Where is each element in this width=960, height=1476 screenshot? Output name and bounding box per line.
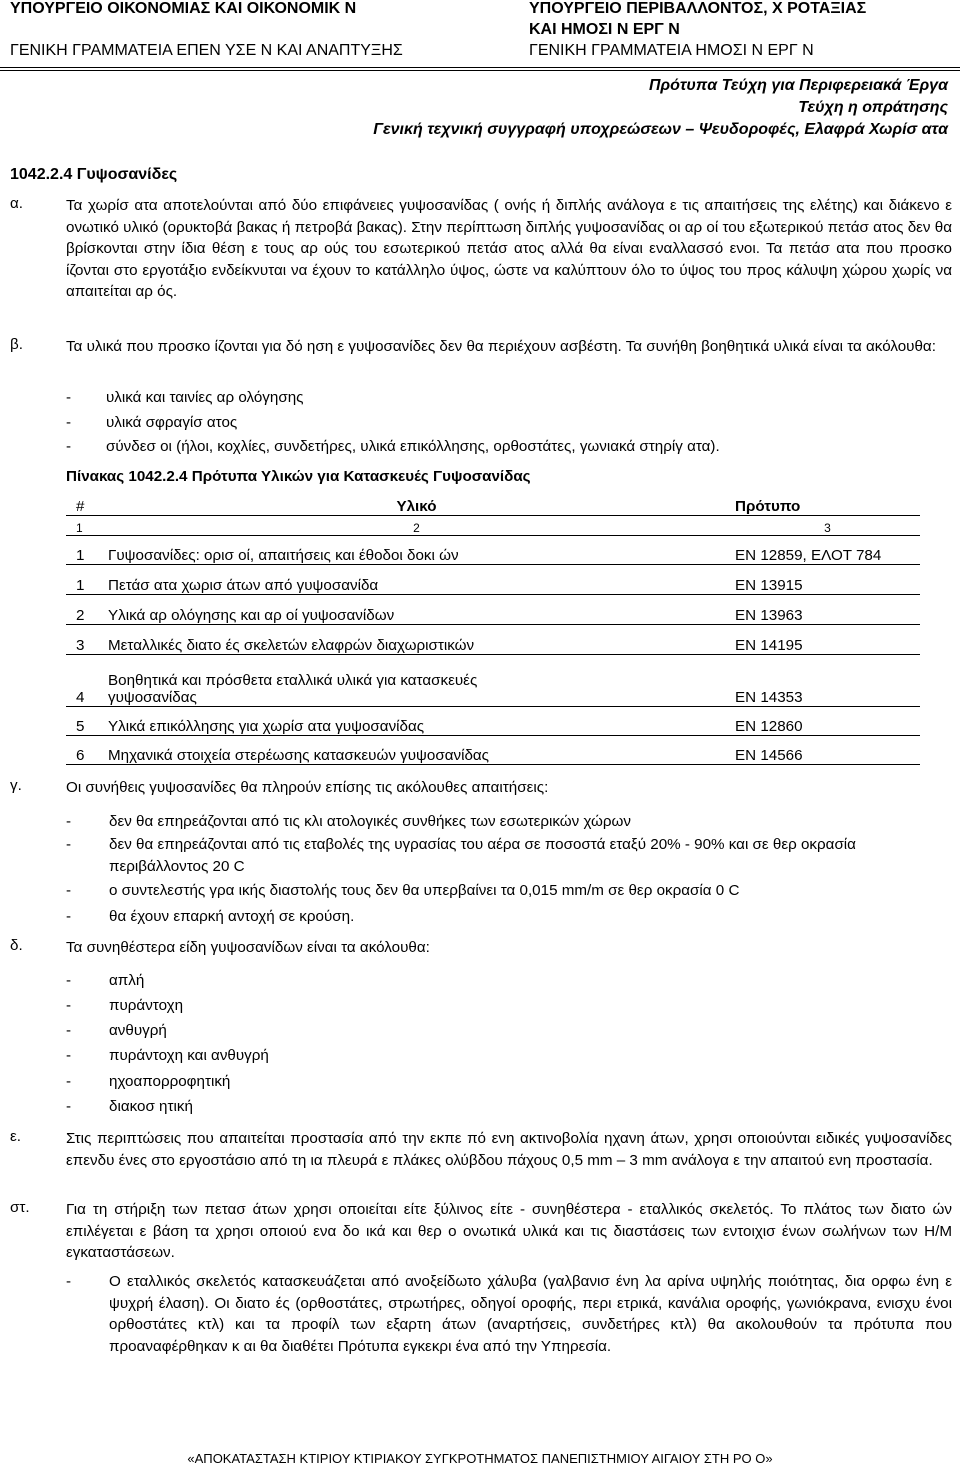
standards-table	[66, 488, 920, 765]
table-row	[66, 535, 920, 564]
table-cell: 5	[66, 706, 98, 735]
para-c-label: γ.	[10, 777, 22, 794]
table-title: Πίνακας 1042.2.4 Πρότυπα Υλικών για Κατασκευές Γυψοσανίδας	[66, 468, 531, 485]
table-row	[66, 706, 920, 735]
table-cell: ΕΝ 12859, ΕΛΟΤ 784	[725, 535, 920, 564]
header-secretariat-left: ΓΕΝΙΚΗ ΓΡΑΜΜΑΤΕΙΑ ΕΠΕΝ ΥΣΕ Ν ΚΑΙ ΑΝΑΠΤΥΞΗΣ	[10, 42, 403, 59]
table-row	[66, 624, 920, 654]
doc-title-line2: Τεύχη η οπράτησης	[798, 99, 948, 116]
table-row	[66, 594, 920, 624]
para-d-text: Τα συνηθέστερα είδη γυψοσανίδων είναι τα ακόλουθα:	[66, 939, 430, 956]
table-cell: 2	[66, 594, 98, 624]
table-cell: 3	[66, 624, 98, 654]
para-b-text: Τα υλικά που προσκο ίζονται για δό ηση ε γυψοσανίδες δεν θα περιέχουν ασβέστη. Τα συνήθη βοηθητικά υλικά είναι τα ακόλουθα:	[66, 338, 936, 355]
header-rule-2	[0, 70, 960, 71]
table-header-cell: #	[66, 488, 98, 515]
para-st-label: στ.	[10, 1199, 30, 1216]
table-cell: 4	[66, 654, 98, 706]
para-b-label: β.	[10, 336, 23, 353]
para-st-text: Για τη στήριξη των πετασ άτων χρησι οποιείται είτε ξύλινος είτε - συνηθέστερα - εταλλικός σκελετός. Το πλάτος των διατο ών επιλέγεται ε βάση τα χρησι οποιού ενα δο ικά και θερ ο ονωτικά υλικά και τις διαστάσεις των εντοιχισ ένων σωλήνων των Η/Μ εγκαταστάσεων.	[66, 1201, 952, 1261]
header-ministry-left: ΥΠΟΥΡΓΕΙΟ ΟΙΚΟΝΟΜΙΑΣ ΚΑΙ ΟΙΚΟΝΟΜΙΚ Ν	[10, 0, 357, 17]
header-rule	[0, 67, 960, 68]
header-secretariat-right: ΓΕΝΙΚΗ ΓΡΑΜΜΑΤΕΙΑ ΗΜΟΣΙ Ν ΕΡΓ Ν	[529, 42, 814, 59]
table-cell: 1	[66, 535, 98, 564]
table-cell: ΕΝ 12860	[725, 706, 920, 735]
list-item-text: Ο εταλλικός σκελετός κατασκευάζεται από ανοξείδωτο χάλυβα (γαλβανισ ένη λα αρίνα υψηλής ποιότητας, δια ορφω ένη ε ψυχρή έλαση). Οι διατο ές (ορθοστάτες, στρωτήρες, οδηγοί οροφής, περι ετρικά, κανάλια οροφής, γωνιόκρανα, ενισχυ ένοι ορθοστάτες κτλ) και τα προφίλ των εξαρτη άτων (αναρτήσεις, συνδετήρες κτλ) θα ακολουθούν τα πρότυπα που προαναφέρθηκαν κ αι θα διαθέτει Πρότυπα εγκεκρι ένα από την Υπηρεσία.	[109, 1273, 952, 1355]
table-cell: ΕΝ 14353	[725, 654, 920, 706]
footer: «ΑΠΟΚΑΤΑΣΤΑΣΗ ΚΤΙΡΙΟΥ ΚΤΙΡΙΑΚΟΥ ΣΥΓΚΡΟΤΗΜΑΤΟΣ ΠΑΝΕΠΙΣΤΗΜΙΟΥ ΑΙΓΑΙΟΥ ΣΤΗ ΡΟ Ο»	[187, 1451, 773, 1466]
table-cell: 6	[66, 735, 98, 764]
table-cell: ΕΝ 13915	[725, 564, 920, 594]
table-cell: Γυψοσανίδες: ορισ οί, απαιτήσεις και έθοδοι δοκι ών	[98, 535, 725, 564]
para-a-label: α.	[10, 195, 23, 212]
table-cell: Υλικά επικόλλησης για χωρίσ ατα γυψοσανίδας	[98, 706, 725, 735]
table-cell: Μεταλλικές διατο ές σκελετών ελαφρών διαχωριστικών	[98, 624, 725, 654]
table-cell: ΕΝ 14566	[725, 735, 920, 764]
table-cell: Πετάσ ατα χωρισ άτων από γυψοσανίδα	[98, 564, 725, 594]
table-cell: 2	[98, 515, 725, 535]
table-cell: 3	[725, 515, 920, 535]
table-row	[66, 735, 920, 764]
header-ministry-right: ΥΠΟΥΡΓΕΙΟ ΠΕΡΙΒΑΛΛΟΝΤΟΣ, Χ ΡΟΤΑΞΙΑΣ	[529, 0, 867, 17]
table-header-cell: Υλικό	[98, 488, 725, 515]
table-cell: Βοηθητικά και πρόσθετα εταλλικά υλικά για κατασκευές γυψοσανίδας	[98, 654, 725, 706]
para-a-text: Τα χωρίσ ατα αποτελούνται από δύο επιφάνειες γυψοσανίδας ( ονής ή διπλής ανάλογα ε τις απαιτήσεις της ελέτης) και διάκενο ε ονωτικό υλικό (ορυκτοβά βακας ή πετροβά βακας). Στην περίπτωση διπλής γυψοσανίδας οι αρ οί του εξωτερικού πετάσ ατος δεν θα βρίσκονται στην ίδια θέση ε τους αρ ούς του εσωτερικού πετάσ ατος αλλά θα είναι εναλλασσό ενοι. Τα πετάσ ατα που προσκο ίζονται στο εργοτάξιο ενδείκνυται να έχουν το κατάλληλο ύψος, ώστε να καλύπτουν όλο το ύψος του προς κάλυψη χώρου χωρίς να απαιτείται αρ ός.	[66, 197, 952, 300]
table-cell: 1	[66, 564, 98, 594]
doc-title-line3: Γενική τεχνική συγγραφή υποχρεώσεων – Ψευδοροφές, Ελαφρά Χωρίσ ατα	[373, 121, 948, 138]
list-item: - Ο εταλλικός σκελετός κατασκευάζεται από ανοξείδωτο χάλυβα (γαλβανισ ένη λα αρίνα υψηλής ποιότητας, δια ορφω ένη ε ψυχρή έλαση). Οι διατο ές (ορθοστάτες, στρωτήρες, οδηγοί οροφής, περι ετρικά, κανάλια οροφής, γωνιόκρανα, ενισχυ ένοι ορθοστάτες κτλ) και τα προφίλ των εξαρτη άτων (αναρτήσεις, συνδετήρες κτλ) θα ακολουθούν τα πρότυπα που προαναφέρθηκαν κ αι θα διαθέτει Πρότυπα εγκεκρι ένα από την Υπηρεσία.	[66, 1271, 952, 1357]
table-row	[66, 564, 920, 594]
table-cell: 1	[66, 515, 98, 535]
table-header-cell: Πρότυπο	[725, 488, 920, 515]
section-title: 1042.2.4 Γυψοσανίδες	[10, 166, 178, 183]
table-colnum-row	[66, 515, 920, 535]
doc-title-line1: Πρότυπα Τεύχη για Περιφερειακά Έργα	[648, 77, 948, 94]
para-d-label: δ.	[10, 937, 23, 954]
table-cell: ΕΝ 13963	[725, 594, 920, 624]
para-e-text: Στις περιπτώσεις που απαιτείται προστασία από την εκπε πό ενη ακτινοβολία ηχανη άτων, χρησι οποιούνται ειδικές γυψοσανίδες επενδυ ένες στο εργοστάσιο από τη ια πλευρά ε πλάκες ολύβδου πάχους 0,5 mm – 3 mm ανάλογα ε την απαιτού ενη προστασία.	[66, 1130, 952, 1169]
table-cell: ΕΝ 14195	[725, 624, 920, 654]
table-cell: Υλικά αρ ολόγησης και αρ οί γυψοσανίδων	[98, 594, 725, 624]
header-ministry-right-cont: ΚΑΙ ΗΜΟΣΙ Ν ΕΡΓ Ν	[529, 21, 680, 38]
para-e-label: ε.	[10, 1128, 21, 1145]
table-header-row	[66, 488, 920, 515]
para-c-text: Οι συνήθεις γυψοσανίδες θα πληρούν επίσης τις ακόλουθες απαιτήσεις:	[66, 779, 549, 796]
table-row	[66, 654, 920, 706]
table-cell: Μηχανικά στοιχεία στερέωσης κατασκευών γυψοσανίδας	[98, 735, 725, 764]
